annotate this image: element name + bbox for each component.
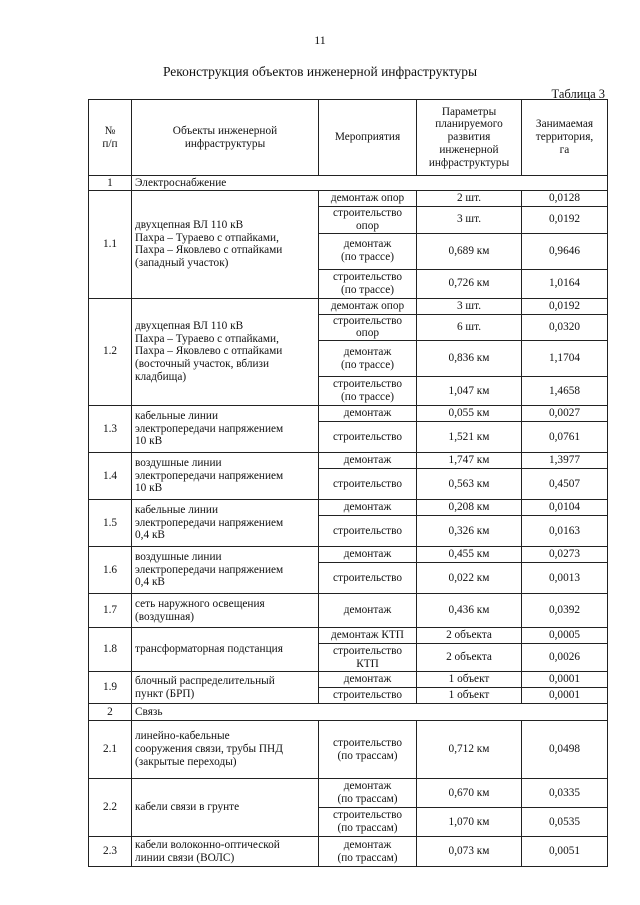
- parameter-cell: 0,073 км: [417, 837, 522, 867]
- area-cell: 0,4507: [522, 469, 608, 500]
- area-cell: 0,0005: [522, 628, 608, 644]
- item-number: 1.3: [89, 406, 132, 453]
- parameter-cell: 0,436 км: [417, 594, 522, 628]
- area-cell: 0,0761: [522, 422, 608, 453]
- parameter-cell: 0,689 км: [417, 233, 522, 269]
- parameter-cell: 1,047 км: [417, 377, 522, 406]
- area-cell: 1,4658: [522, 377, 608, 406]
- table-row: [89, 721, 608, 779]
- parameter-cell: 6 шт.: [417, 314, 522, 341]
- item-object: сеть наружного освещения (воздушная): [132, 594, 319, 628]
- section-title: Связь: [132, 704, 608, 721]
- table-row: [89, 453, 608, 469]
- area-cell: 0,0535: [522, 808, 608, 837]
- table-row: [89, 547, 608, 563]
- activity-cell: строительство: [319, 688, 417, 704]
- header-params: Параметры планируемого развития инженерной инфраструктуры: [417, 100, 522, 176]
- area-cell: 0,0027: [522, 406, 608, 422]
- section-row: [89, 176, 608, 191]
- item-number: 1.2: [89, 298, 132, 406]
- parameter-cell: 2 объекта: [417, 644, 522, 672]
- area-cell: 1,1704: [522, 341, 608, 377]
- table-row: [89, 779, 608, 808]
- activity-cell: строительство: [319, 516, 417, 547]
- area-cell: 0,0335: [522, 779, 608, 808]
- activity-cell: демонтаж: [319, 672, 417, 688]
- table-body: [89, 176, 608, 867]
- area-cell: 1,0164: [522, 269, 608, 298]
- table-row: [89, 406, 608, 422]
- item-number: 1.8: [89, 628, 132, 672]
- parameter-cell: 2 шт.: [417, 191, 522, 207]
- section-number: 2: [89, 704, 132, 721]
- item-object: линейно-кабельные сооружения связи, трубы ПНД (закрытые переходы): [132, 721, 319, 779]
- item-number: 1.5: [89, 500, 132, 547]
- header-area: Занимаемая территория, га: [522, 100, 608, 176]
- activity-cell: демонтаж КТП: [319, 628, 417, 644]
- activity-cell: демонтаж: [319, 406, 417, 422]
- area-cell: 0,0051: [522, 837, 608, 867]
- activity-cell: демонтаж (по трассе): [319, 233, 417, 269]
- parameter-cell: 0,208 км: [417, 500, 522, 516]
- activity-cell: строительство (по трассе): [319, 377, 417, 406]
- area-cell: 0,0392: [522, 594, 608, 628]
- item-number: 1.4: [89, 453, 132, 500]
- parameter-cell: 0,670 км: [417, 779, 522, 808]
- item-object: кабельные линии электропередачи напряжением 10 кВ: [132, 406, 319, 453]
- item-number: 1.6: [89, 547, 132, 594]
- parameter-cell: 3 шт.: [417, 207, 522, 234]
- parameter-cell: 0,022 км: [417, 563, 522, 594]
- area-cell: 0,0128: [522, 191, 608, 207]
- item-object: кабели волоконно-оптической линии связи (ВОЛС): [132, 837, 319, 867]
- document-title: Реконструкция объектов инженерной инфраструктуры: [162, 64, 478, 79]
- item-number: 2.3: [89, 837, 132, 867]
- area-cell: 0,0498: [522, 721, 608, 779]
- table-row: [89, 672, 608, 688]
- section-title: Электроснабжение: [132, 176, 608, 191]
- table-header-row: [89, 100, 608, 176]
- activity-cell: строительство (по трассам): [319, 808, 417, 837]
- page-number: 11: [314, 33, 326, 47]
- item-object: кабельные линии электропередачи напряжением 0,4 кВ: [132, 500, 319, 547]
- item-object: двухцепная ВЛ 110 кВ Пахра – Тураево с отпайками, Пахра – Яковлево с отпайками (восточный участок, вблизи кладбища): [132, 298, 319, 406]
- area-cell: 0,0001: [522, 672, 608, 688]
- section-row: [89, 704, 608, 721]
- activity-cell: демонтаж опор: [319, 298, 417, 314]
- parameter-cell: 0,563 км: [417, 469, 522, 500]
- header-action: Мероприятия: [319, 100, 417, 176]
- section-number: 1: [89, 176, 132, 191]
- table-row: [89, 837, 608, 867]
- area-cell: 0,0273: [522, 547, 608, 563]
- area-cell: 0,9646: [522, 233, 608, 269]
- parameter-cell: 1,070 км: [417, 808, 522, 837]
- activity-cell: строительство (по трассе): [319, 269, 417, 298]
- parameter-cell: 3 шт.: [417, 298, 522, 314]
- activity-cell: демонтаж (по трассам): [319, 779, 417, 808]
- parameter-cell: 0,712 км: [417, 721, 522, 779]
- parameter-cell: 0,326 км: [417, 516, 522, 547]
- table-row: [89, 628, 608, 644]
- activity-cell: демонтаж: [319, 500, 417, 516]
- activity-cell: демонтаж: [319, 547, 417, 563]
- item-object: блочный распределительный пункт (БРП): [132, 672, 319, 704]
- activity-cell: демонтаж: [319, 453, 417, 469]
- item-object: кабели связи в грунте: [132, 779, 319, 837]
- area-cell: 0,0163: [522, 516, 608, 547]
- activity-cell: строительство: [319, 469, 417, 500]
- item-number: 1.7: [89, 594, 132, 628]
- activity-cell: демонтаж опор: [319, 191, 417, 207]
- activity-cell: демонтаж: [319, 594, 417, 628]
- item-object: двухцепная ВЛ 110 кВ Пахра – Тураево с отпайками, Пахра – Яковлево с отпайками (западный участок): [132, 191, 319, 299]
- activity-cell: демонтаж (по трассе): [319, 341, 417, 377]
- item-number: 2.1: [89, 721, 132, 779]
- item-number: 1.9: [89, 672, 132, 704]
- parameter-cell: 1 объект: [417, 672, 522, 688]
- parameter-cell: 2 объекта: [417, 628, 522, 644]
- activity-cell: строительство: [319, 422, 417, 453]
- infrastructure-table: [88, 99, 608, 867]
- parameter-cell: 0,726 км: [417, 269, 522, 298]
- area-cell: 0,0026: [522, 644, 608, 672]
- activity-cell: строительство КТП: [319, 644, 417, 672]
- area-cell: 0,0192: [522, 298, 608, 314]
- item-object: трансформаторная подстанция: [132, 628, 319, 672]
- activity-cell: строительство (по трассам): [319, 721, 417, 779]
- item-object: воздушные линии электропередачи напряжением 0,4 кВ: [132, 547, 319, 594]
- table-row: [89, 191, 608, 207]
- parameter-cell: 1 объект: [417, 688, 522, 704]
- area-cell: 0,0192: [522, 207, 608, 234]
- item-number: 1.1: [89, 191, 132, 299]
- table-label: Таблица 3: [551, 87, 605, 101]
- item-number: 2.2: [89, 779, 132, 837]
- parameter-cell: 0,836 км: [417, 341, 522, 377]
- area-cell: 0,0001: [522, 688, 608, 704]
- parameter-cell: 0,455 км: [417, 547, 522, 563]
- area-cell: 1,3977: [522, 453, 608, 469]
- area-cell: 0,0104: [522, 500, 608, 516]
- area-cell: 0,0013: [522, 563, 608, 594]
- header-object: Объекты инженерной инфраструктуры: [132, 100, 319, 176]
- table-row: [89, 500, 608, 516]
- activity-cell: строительство опор: [319, 207, 417, 234]
- activity-cell: демонтаж (по трассам): [319, 837, 417, 867]
- parameter-cell: 0,055 км: [417, 406, 522, 422]
- activity-cell: строительство: [319, 563, 417, 594]
- area-cell: 0,0320: [522, 314, 608, 341]
- parameter-cell: 1,747 км: [417, 453, 522, 469]
- activity-cell: строительство опор: [319, 314, 417, 341]
- table-row: [89, 594, 608, 628]
- parameter-cell: 1,521 км: [417, 422, 522, 453]
- item-object: воздушные линии электропередачи напряжением 10 кВ: [132, 453, 319, 500]
- header-num: № п/п: [89, 100, 132, 176]
- table-row: [89, 298, 608, 314]
